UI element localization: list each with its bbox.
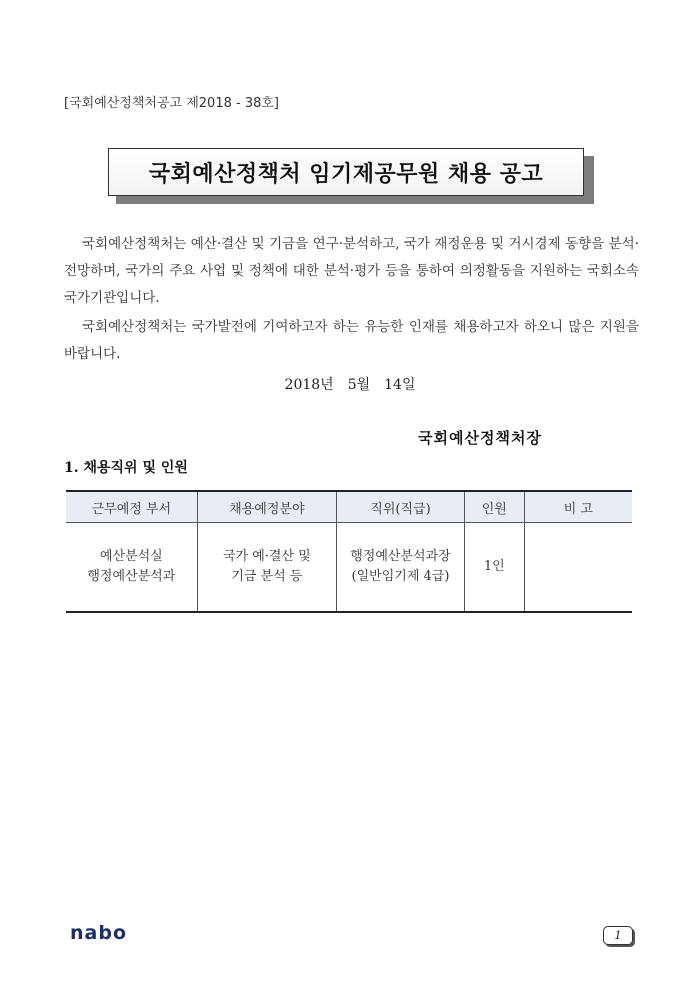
document-title: 국회예산정책처 임기제공무원 채용 공고 bbox=[148, 161, 544, 187]
header-count: 인원 bbox=[464, 491, 524, 523]
date-month: 5월 bbox=[347, 377, 371, 393]
signer: 국회예산정책처장 bbox=[418, 429, 542, 447]
title-box bbox=[108, 148, 584, 196]
section-heading: 1. 채용직위 및 인원 bbox=[64, 460, 188, 476]
field-line-1: 국가 예·결산 및 bbox=[222, 549, 311, 564]
position-line-1: 행정예산분석과장 bbox=[350, 549, 451, 564]
header-position: 직위(직급) bbox=[337, 491, 465, 523]
cell-position bbox=[337, 523, 465, 613]
cell-remark bbox=[524, 523, 632, 613]
table-header-row bbox=[66, 491, 632, 523]
cell-count: 1인 bbox=[464, 523, 524, 613]
notice-date bbox=[0, 374, 700, 394]
date-year: 2018년 bbox=[284, 377, 334, 393]
field-line-2: 기금 분석 등 bbox=[231, 569, 303, 584]
intro-paragraph: 국회예산정책처는 예산·결산 및 기금을 연구·분석하고, 국가 재정운용 및 거시경제 동향을 분석·전망하며, 국가의 주요 사업 및 정책에 대한 분석·평가 등을 통하여 의정활동을 지원하는 국회소속 국가기관입니다. bbox=[64, 236, 639, 306]
dept-line-2: 행정예산분석과 bbox=[87, 569, 176, 584]
header-remark: 비 고 bbox=[524, 491, 632, 523]
cell-field bbox=[197, 523, 336, 613]
date-day: 14일 bbox=[384, 377, 416, 393]
notice-number: [국회예산정책처공고 제2018 - 38호] bbox=[64, 96, 279, 111]
positions-table bbox=[66, 490, 632, 613]
appeal-paragraph: 국회예산정책처는 국가발전에 기여하고자 하는 유능한 인재를 채용하고자 하오니 많은 지원을 바랍니다. bbox=[64, 319, 639, 362]
position-line-2: (일반임기제 4급) bbox=[351, 569, 450, 584]
nabo-logo: nabo bbox=[70, 922, 128, 944]
table-row bbox=[66, 523, 632, 613]
cell-dept bbox=[66, 523, 197, 613]
header-field: 채용예정분야 bbox=[197, 491, 336, 523]
page-number: 1 bbox=[603, 926, 633, 945]
header-dept: 근무예정 부서 bbox=[66, 491, 197, 523]
dept-line-1: 예산분석실 bbox=[99, 549, 163, 564]
